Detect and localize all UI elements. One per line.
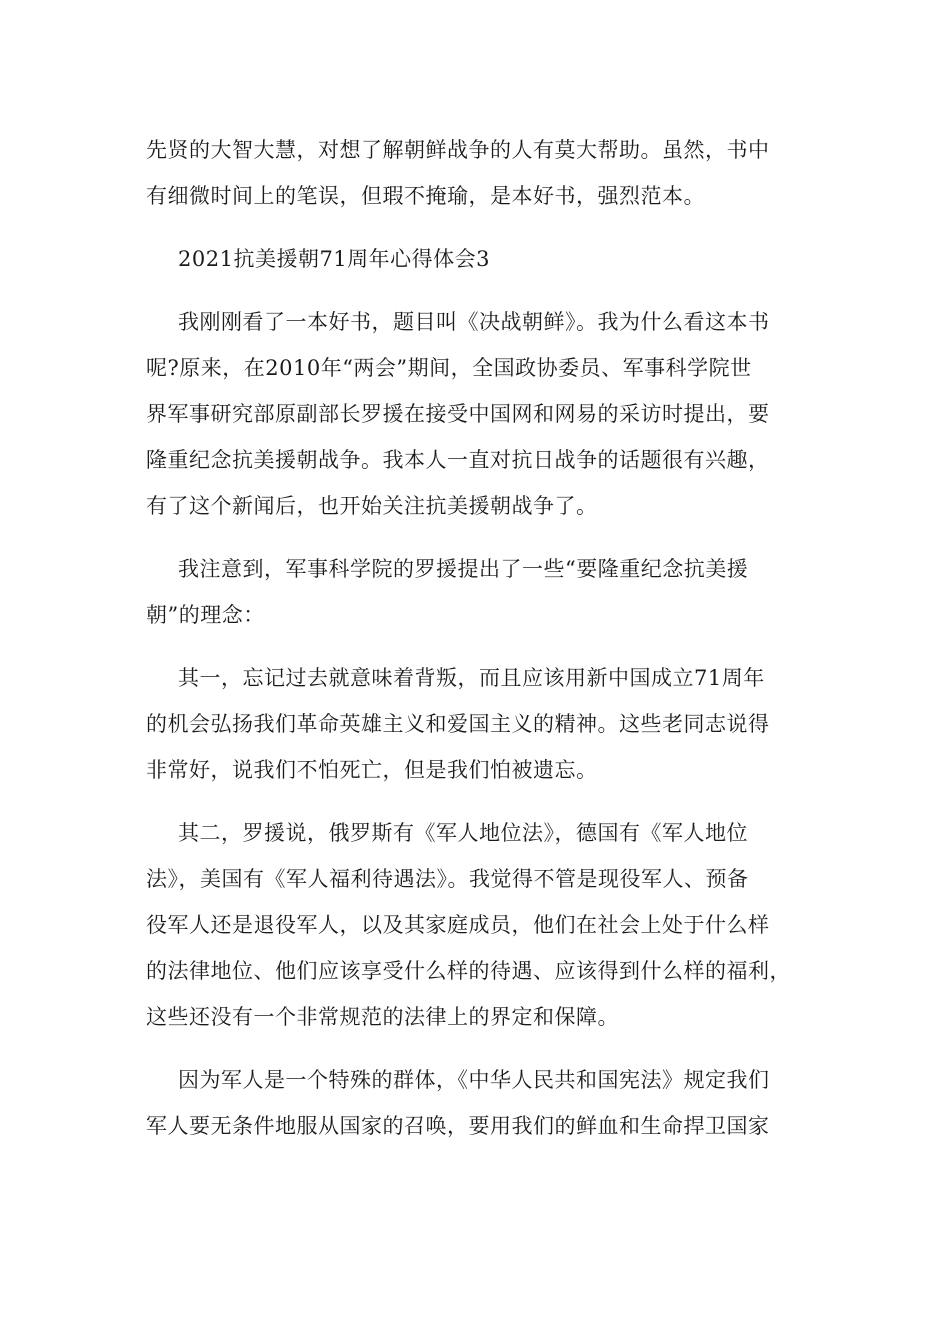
text-line: 其一，忘记过去就意味着背叛，而且应该用新中国成立71周年 <box>178 666 765 690</box>
text-line: 隆重纪念抗美援朝战争。我本人一直对抗日战争的话题很有兴趣， <box>146 448 770 472</box>
paragraph <box>146 546 806 638</box>
paragraph <box>146 299 806 529</box>
paragraph <box>146 1057 806 1149</box>
text-line: 因为军人是一个特殊的群体，《中华人民共和国宪法》规定我们 <box>178 1068 770 1092</box>
section-heading <box>146 236 806 282</box>
text-line: 我刚刚看了一本好书，题目叫《决战朝鲜》。我为什么看这本书 <box>178 310 770 334</box>
text-line: 军人要无条件地服从国家的召唤，要用我们的鲜血和生命捍卫国家 <box>146 1114 770 1138</box>
paragraph-continuation <box>146 127 806 219</box>
text-line: 法》，美国有《军人福利待遇法》。我觉得不管是现役军人、预备 <box>146 867 749 891</box>
paragraph <box>146 810 806 1040</box>
text-line: 的法律地位、他们应该享受什么样的待遇、应该得到什么样的福利， <box>146 959 791 983</box>
text-line: 其二，罗援说，俄罗斯有《军人地位法》，德国有《军人地位 <box>178 821 748 845</box>
text-line: 有了这个新闻后，也开始关注抗美援朝战争了。 <box>146 494 598 518</box>
text-line: 呢?原来，在2010年“两会”期间，全国政协委员、军事科学院世 <box>146 356 752 380</box>
heading-line: 2021抗美援朝71周年心得体会3 <box>178 247 491 271</box>
document-body <box>146 127 806 1149</box>
text-line: 我注意到，军事科学院的罗援提出了一些“要隆重纪念抗美援 <box>178 557 749 581</box>
text-line: 的机会弘扬我们革命英雄主义和爱国主义的精神。这些老同志说得 <box>146 712 770 736</box>
paragraph <box>146 655 806 793</box>
text-line: 役军人还是退役军人，以及其家庭成员，他们在社会上处于什么样 <box>146 913 770 937</box>
text-line: 这些还没有一个非常规范的法律上的界定和保障。 <box>146 1005 619 1029</box>
text-line: 朝”的理念： <box>146 603 265 627</box>
text-line: 界军事研究部原副部长罗援在接受中国网和网易的采访时提出，要 <box>146 402 770 426</box>
text-line: 非常好，说我们不怕死亡，但是我们怕被遗忘。 <box>146 758 598 782</box>
text-line: 先贤的大智大慧，对想了解朝鲜战争的人有莫大帮助。虽然，书中 <box>146 138 770 162</box>
text-line: 有细微时间上的笔误，但瑕不掩瑜，是本好书，强烈范本。 <box>146 184 705 208</box>
